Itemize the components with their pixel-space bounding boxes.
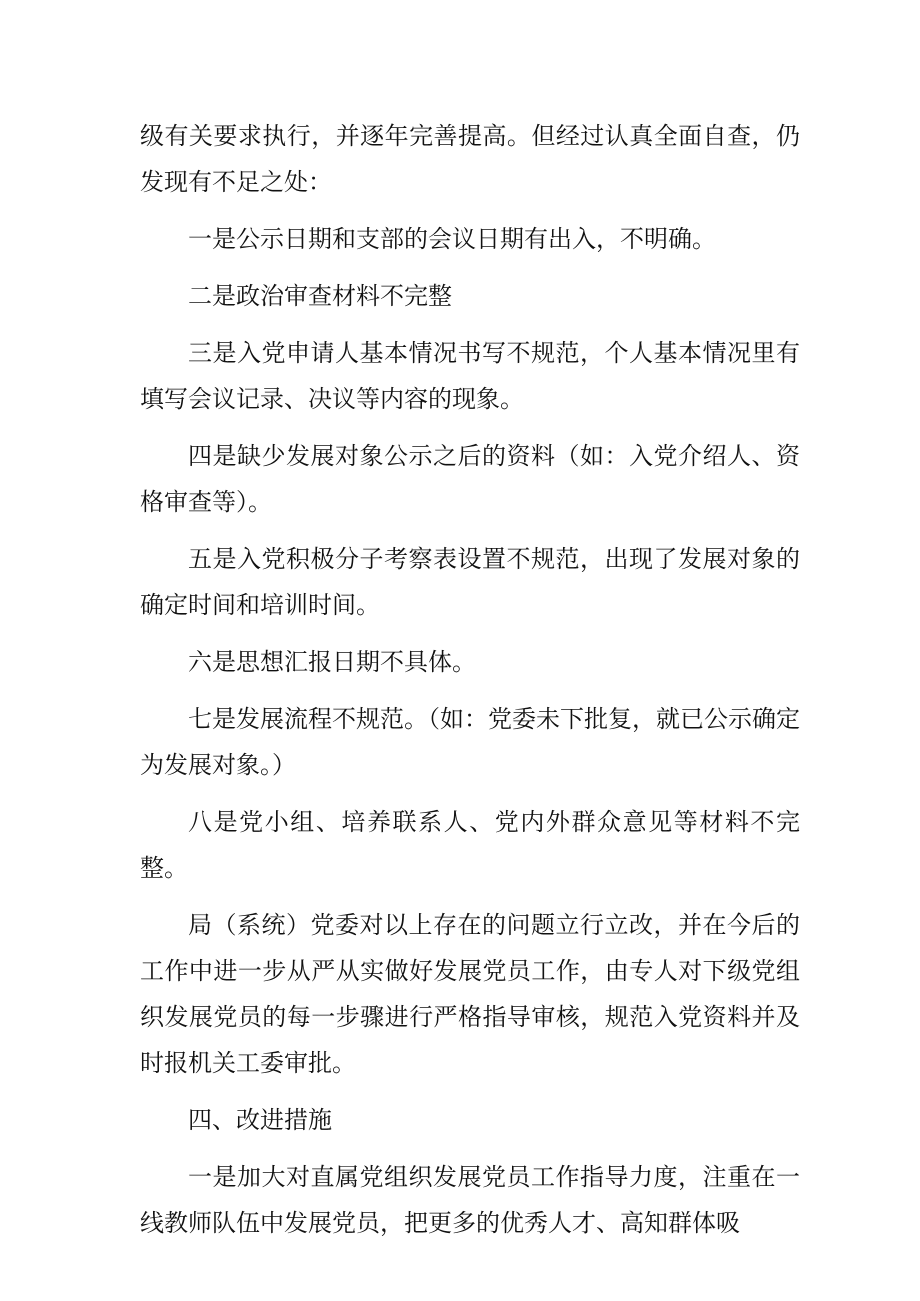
section-heading-improvement-measures: 四、改进措施: [188, 1106, 332, 1134]
paragraph-rectification: 局（系统）党委对以上存在的问题立行立改，并在今后的工作中进一步从严从实做好发展党员工作，由专人对下级党组织发展党员的每一步骤进行严格指导审核，规范入党资料并及时报机关工委审批。: [140, 911, 800, 1077]
paragraph-issue-7: 七是发展流程不规范。（如：党委未下批复，就已公示确定为发展对象。）: [140, 705, 800, 779]
paragraph-issue-3: 三是入党申请人基本情况书写不规范，个人基本情况里有填写会议记录、决议等内容的现象。: [140, 339, 800, 413]
paragraph-measure-1: 一是加大对直属党组织发展党员工作指导力度，注重在一线教师队伍中发展党员，把更多的优秀人才、高知群体吸: [140, 1163, 800, 1237]
document-body: [140, 113, 800, 1257]
paragraph-issue-8: 八是党小组、培养联系人、党内外群众意见等材料不完整。: [140, 808, 800, 882]
paragraph-continuation: 级有关要求执行，并逐年完善提高。但经过认真全面自查，仍发现有不足之处：: [140, 122, 800, 196]
paragraph-issue-6: 六是思想汇报日期不具体。: [188, 648, 476, 676]
paragraph-issue-5: 五是入党积极分子考察表设置不规范，出现了发展对象的确定时间和培训时间。: [140, 545, 800, 619]
paragraph-issue-1: 一是公示日期和支部的会议日期有出入，不明确。: [188, 225, 716, 253]
paragraph-issue-4: 四是缺少发展对象公示之后的资料（如：入党介绍人、资格审查等）。: [140, 442, 800, 516]
paragraph-issue-2: 二是政治审查材料不完整: [188, 282, 452, 310]
